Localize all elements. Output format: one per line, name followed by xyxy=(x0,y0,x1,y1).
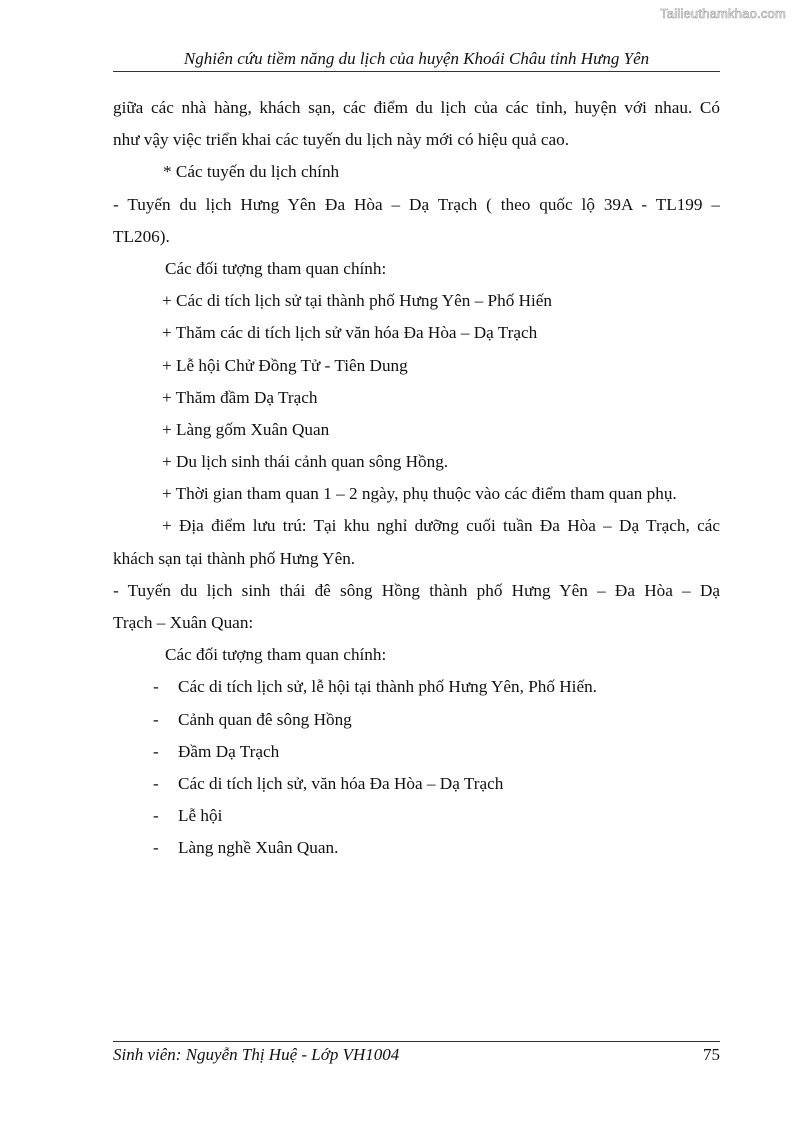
list-item: + Thăm các di tích lịch sử văn hóa Đa Hòa – Dạ Trạch xyxy=(162,323,538,343)
objects-label: Các đối tượng tham quan chính: xyxy=(165,258,387,278)
paragraph-line: khách sạn tại thành phố Hưng Yên. xyxy=(113,548,356,568)
route-title-line: - Tuyến du lịch sinh thái đê sông Hồng thành phố Hưng Yên – Đa Hòa – Dạ xyxy=(113,580,720,600)
footer-divider xyxy=(113,1041,720,1042)
list-item xyxy=(113,832,720,864)
list-bullet: - xyxy=(153,773,159,793)
paragraph-line: như vậy việc triển khai các tuyến du lịch này mới có hiệu quả cao. xyxy=(113,130,570,150)
watermark-text: Tailieuthamkhao.com xyxy=(660,6,786,21)
list-bullet: - xyxy=(153,806,159,826)
list-item: + Các di tích lịch sử tại thành phố Hưng Yên – Phố Hiến xyxy=(162,291,552,311)
page-header-title: Nghiên cứu tiềm năng du lịch của huyện Khoái Châu tỉnh Hưng Yên xyxy=(183,49,650,68)
list-bullet: - xyxy=(153,838,159,858)
list-item xyxy=(113,800,720,832)
objects-label: Các đối tượng tham quan chính: xyxy=(165,645,387,665)
list-item-text: Cảnh quan đê sông Hồng xyxy=(178,709,352,729)
section-heading: * Các tuyến du lịch chính xyxy=(163,162,340,182)
list-bullet: - xyxy=(153,709,159,729)
list-item-text: Các di tích lịch sử, văn hóa Đa Hòa – Dạ Trạch xyxy=(178,773,504,793)
list-item: + Du lịch sinh thái cảnh quan sông Hồng. xyxy=(162,452,449,472)
footer-author: Sinh viên: Nguyễn Thị Huệ - Lớp VH1004 xyxy=(113,1045,400,1064)
list-item xyxy=(113,768,720,800)
route-title-line: TL206). xyxy=(113,226,170,246)
document-body xyxy=(113,92,720,865)
list-bullet: - xyxy=(153,741,159,761)
header-divider xyxy=(113,71,720,72)
list-item: + Lễ hội Chử Đồng Tử - Tiên Dung xyxy=(162,355,408,375)
list-item-text: Lễ hội xyxy=(178,806,223,826)
list-item: + Thăm đầm Dạ Trạch xyxy=(162,387,318,407)
list-bullet: - xyxy=(153,677,159,697)
paragraph-line: + Địa điểm lưu trú: Tại khu nghỉ dưỡng cuối tuần Đa Hòa – Dạ Trạch, các xyxy=(162,516,720,536)
list-item: + Thời gian tham quan 1 – 2 ngày, phụ thuộc vào các điểm tham quan phụ. xyxy=(162,484,677,504)
route-title-line: Trạch – Xuân Quan: xyxy=(113,613,254,632)
page-number: 75 xyxy=(703,1045,720,1064)
list-item xyxy=(113,704,720,736)
list-item-text: Các di tích lịch sử, lễ hội tại thành phố Hưng Yên, Phố Hiến. xyxy=(178,677,597,697)
list-item-text: Làng nghề Xuân Quan. xyxy=(178,838,339,858)
list-item-text: Đầm Dạ Trạch xyxy=(178,741,280,761)
paragraph-line: giữa các nhà hàng, khách sạn, các điểm du lịch của các tỉnh, huyện với nhau. Có xyxy=(113,98,720,117)
list-item xyxy=(113,671,720,703)
list-item xyxy=(113,736,720,768)
list-item: + Làng gốm Xuân Quan xyxy=(162,419,330,439)
route-title-line: - Tuyến du lịch Hưng Yên Đa Hòa – Dạ Trạch ( theo quốc lộ 39A - TL199 – xyxy=(113,194,720,214)
